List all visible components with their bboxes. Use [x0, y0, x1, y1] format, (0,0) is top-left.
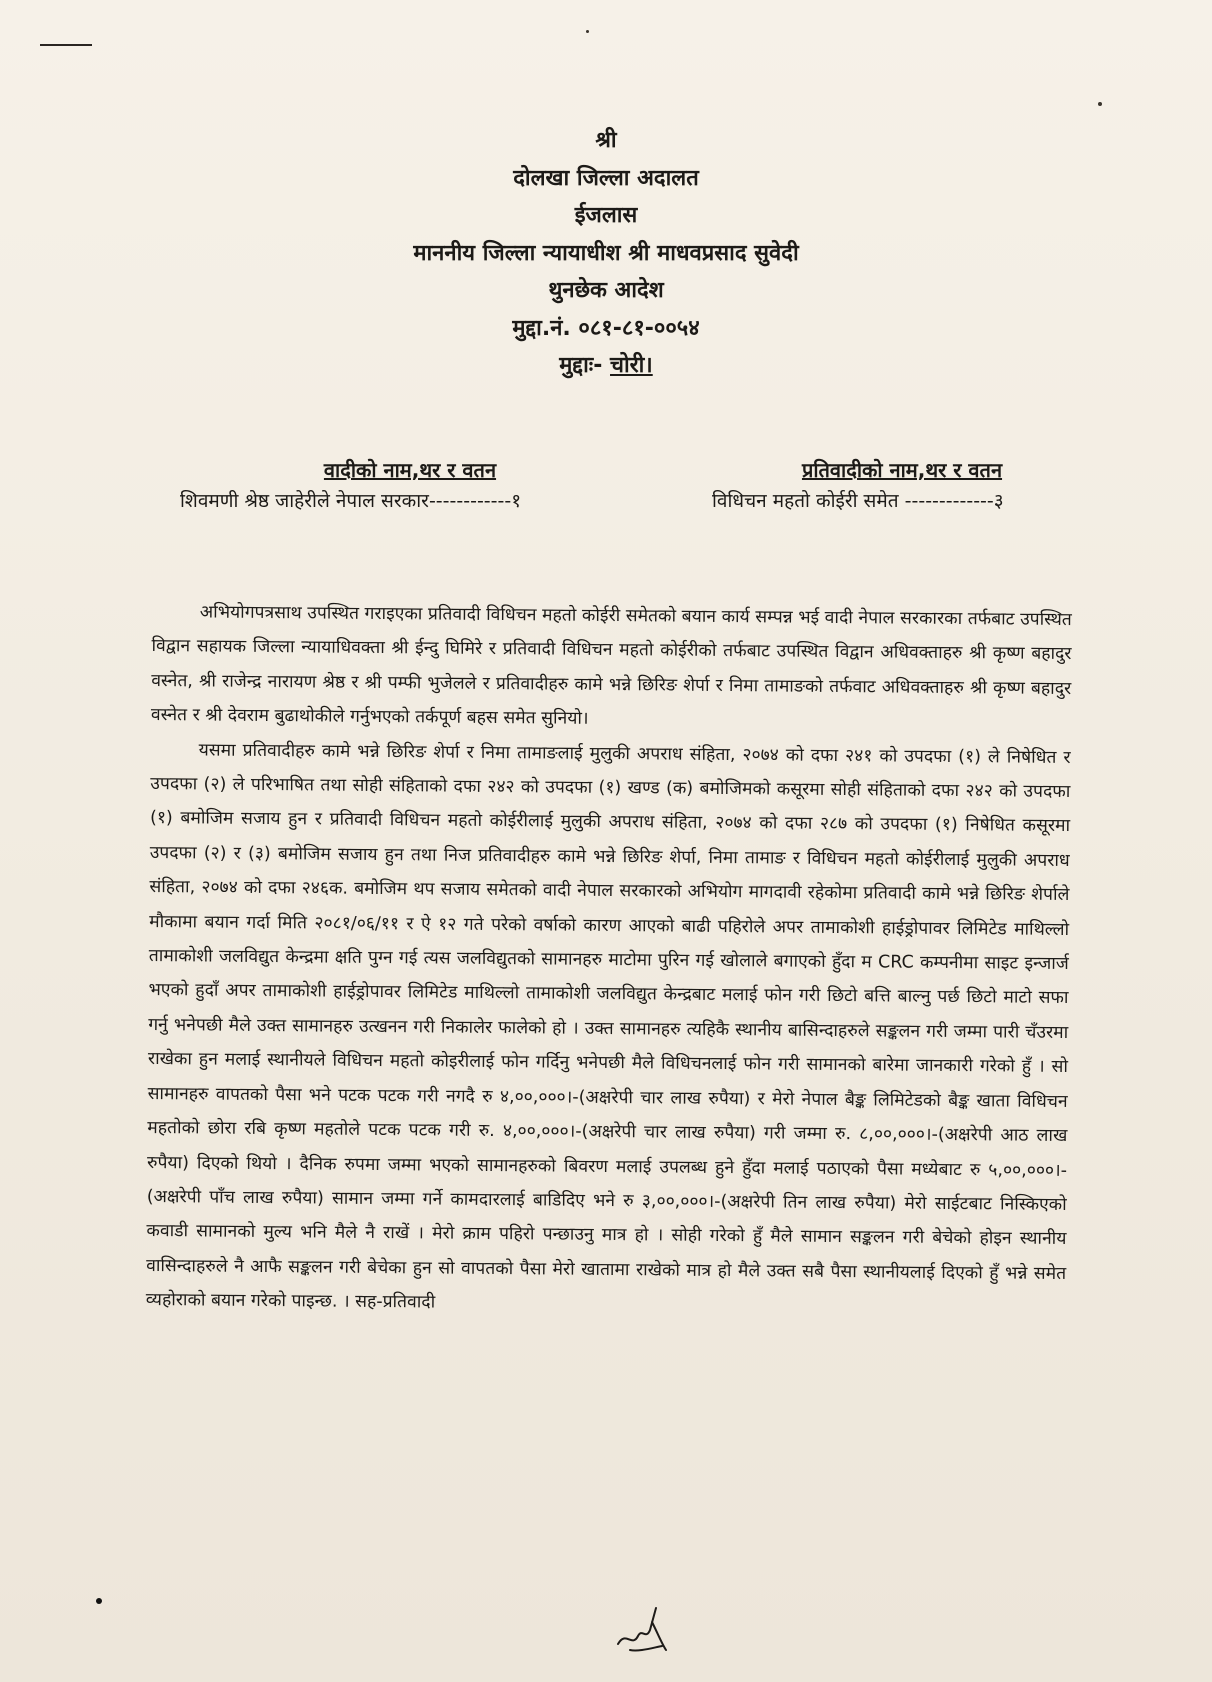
defendant-block [712, 455, 1092, 517]
ink-dot [96, 1598, 102, 1604]
defendant-heading: प्रतिवादीको नाम,थर र वतन [801, 458, 1003, 482]
defendant-name: विधिचन महतो कोईरी समेत -------------३ [712, 490, 1004, 512]
body-paragraph-1: अभियोगपत्रसाथ उपस्थित गराइएका प्रतिवादी विधिचन महतो कोईरी समेतको बयान कार्य सम्पन्न भई वादी नेपाल सरकारका तर्फबाट उपस्थित विद्वान सहायक जिल्ला न्यायाधिवक्ता श्री ईन्दु घिमिरे र प्रतिवादी विधिचन महतो कोईरीको तर्फबाट उपस्थित विद्वान अधिवक्ताहरु श्री कृष्ण बहादुर वस्नेत, श्री राजेन्द्र नारायण श्रेष्ठ र श्री पम्फी भुजेलले र प्रतिवादीहरु कामे भन्ने छिरिङ शेर्पा र निमा तामाङको तर्फवाट अधिवक्ताहरु श्री कृष्ण बहादुर वस्नेत र श्री देवराम बुढाथोकीले गर्नुभएको तर्कपूर्ण बहस समेत सुनियो। [150, 602, 1072, 730]
case-subject-value: चोरी। [610, 353, 653, 378]
body-paragraph-2: यसमा प्रतिवादीहरु कामे भन्ने छिरिङ शेर्पा र निमा तामाङलाई मुलुकी अपराध संहिता, २०७४ को दफा २४१ को उपदफा (१) ले निषेधित र उपदफा (२) ले परिभाषित तथा सोही संहिताको दफा २४२ को उपदफा (१) खण्ड (क) बमोजिमको कसूरमा सोही संहिताको दफा २४२ को उपदफा (१) बमोजिम सजाय हुन र प्रतिवादी विधिचन महतो कोईरीलाई मुलुकी अपराध संहिता, २०७४ को दफा २८७ को उपदफा (१) निषेधित कसूरमा उपदफा (२) र (३) बमोजिम सजाय हुन तथा निज प्रतिवादीहरु कामे भन्ने छिरिङ शेर्पा, निमा तामाङ र विधिचन महतो कोईरीलाई मुलुकी अपराध संहिता, २०७४ को दफा २४६क. बमोजिम थप सजाय समेतको वादी नेपाल सरकारको अभियोग मागदावी रहेकोमा प्रतिवादी कामे भन्ने छिरिङ शेर्पाले मौकामा बयान गर्दा मिति २०८१/०६/११ र ऐ १२ गते परेको वर्षाको कारण आएको बाढी पहिरोले अपर तामाकोशी हाईड्रोपावर लिमिटेड माथिल्लो तामाकोशी जलविद्युत केन्द्रमा क्षति पुग्न गई त्यस जलविद्युतको सामानहरु माटोमा पुरिन गई खोलाले बगाएको हुँदा म CRC कम्पनीमा साइट इन्जार्ज भएको हुदाँ अपर तामाकोशी हाईड्रोपावर लिमिटेड माथिल्लो तामाकोशी जलविद्युत केन्द्रबाट मलाई फोन गरी छिटो बत्ति बाल्नु पर्छ छिटो माटो सफा गर्नु भनेपछी मैले उक्त सामानहरु उत्खनन गरी निकालेर फालेको हो । उक्त सामानहरु त्यहिकै स्थानीय बासिन्दाहरुले सङ्कलन गरी जम्मा पारी चँउरमा राखेका हुन मलाई स्थानीयले विधिचन महतो कोइरीलाई फोन गर्दिनु भनेपछी मैले विधिचनलाई फोन गरी सामानको बारेमा जानकारी गरेको हुँ । सो सामानहरु वापतको पैसा भने पटक पटक गरी नगदै रु ४,००,०००।-(अक्षरेपी चार लाख रुपैया) र मेरो नेपाल बैङ्क लिमिटेडको बैङ्क खाता विधिचन महतोको छोरा रबि कृष्ण महतोले पटक पटक गरी रु. ४,००,०००।-(अक्षरेपी चार लाख रुपैया) गरी जम्मा रु. ८,००,०००।-(अक्षरेपी आठ लाख रुपैया) दिएको थियो । दैनिक रुपमा जम्मा भएको सामानहरुको बिवरण मलाई उपलब्ध हुने हुँदा मलाई पठाएको पैसा मध्येबाट रु ५,००,०००।-(अक्षरेपी पाँच लाख रुपैया) सामान जम्मा गर्ने कामदारलाई बाडिदिए भने रु ३,००,०००।-(अक्षरेपी तिन लाख रुपैया) मेरो साईटबाट निस्किएको कवाडी सामानको मुल्य भनि मैले नै राखें । मेरो क्राम पहिरो पन्छाउनु मात्र हो । सोही गरेको हुँ मैले सामान सङ्कलन गरी बेचेको होइन स्थानीय वासिन्दाहरुले नै आफै सङ्कलन गरी बेचेका हुन सो वापतको पैसा मेरो खातामा राखेको मात्र हो मैले उक्त सबै पैसा स्थानीयलाई दिएको हुँ भन्ने समेत व्यहोराको बयान गरेको पाइन्छ. । सह-प्रतिवादी [145, 740, 1071, 1313]
court-name: दोलखा जिल्ला अदालत [513, 165, 699, 191]
judge-signature [612, 1600, 672, 1660]
case-subject [0, 347, 1212, 385]
ink-speck [1098, 102, 1102, 106]
order-body [146, 595, 1072, 1326]
order-type: थुनछेक आदेश [548, 278, 664, 303]
judge-name: माननीय जिल्ला न्यायाधीश श्री माधवप्रसाद सुवेदी [413, 240, 799, 266]
plaintiff-name: शिवमणी श्रेष्ठ जाहेरीले नेपाल सरकार------------१ [180, 490, 522, 512]
ink-speck [586, 30, 589, 33]
header-shri: श्री [595, 128, 617, 153]
case-subject-label: मुद्दाः- [559, 353, 603, 378]
case-number: मुद्दा.नं. ०८१-८१-००५४ [512, 315, 700, 341]
parties-section [0, 455, 1212, 535]
margin-pen-stroke [40, 44, 92, 46]
bench-label: ईजलास [574, 203, 638, 228]
order-header [0, 122, 1212, 385]
plaintiff-heading: वादीको नाम,थर र वतन [323, 458, 497, 482]
plaintiff-block [180, 455, 640, 517]
